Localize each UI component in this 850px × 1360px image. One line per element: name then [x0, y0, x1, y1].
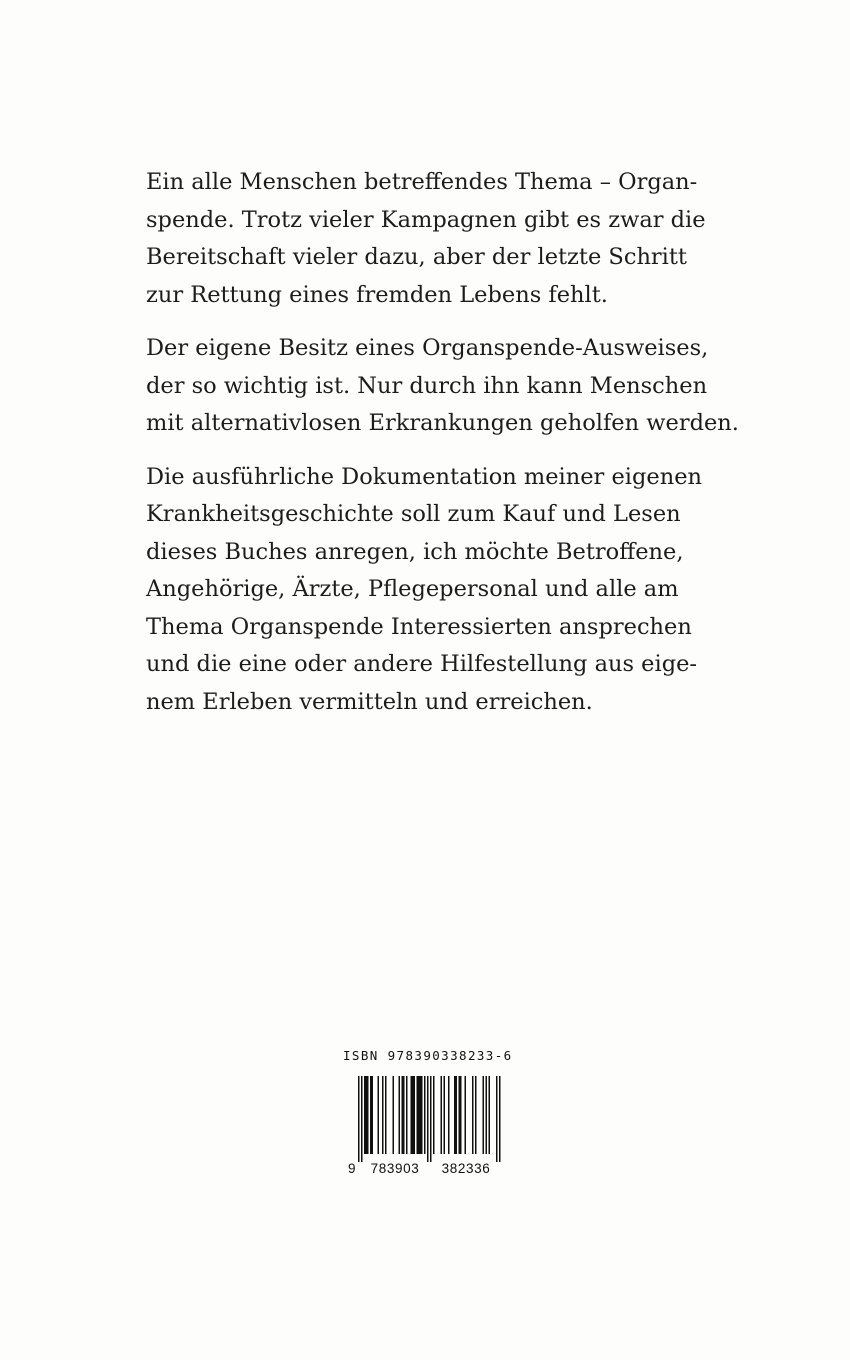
- barcode-guard-bar: [361, 1076, 363, 1162]
- barcode-bar: [417, 1076, 423, 1154]
- barcode-bar: [402, 1076, 405, 1154]
- blurb-line: nem Erleben vermitteln und erreichen.: [146, 688, 593, 715]
- blurb-line: Krankheitsgeschichte soll zum Kauf und Lesen: [146, 501, 681, 527]
- blurb-line: Bereitschaft vieler dazu, aber der letzte Schritt: [146, 244, 687, 270]
- barcode-bar: [364, 1076, 369, 1154]
- blurb-line: dieses Buches anregen, ich möchte Betroffene,: [146, 538, 684, 565]
- blurb-line: Ein alle Menschen betreffendes Thema – Organ-: [146, 169, 698, 195]
- barcode-bar: [406, 1076, 408, 1154]
- barcode-bar: [424, 1076, 426, 1154]
- ean13-barcode-icon: [341, 1073, 509, 1177]
- barcode-bar: [393, 1076, 395, 1154]
- blurb-line: zur Rettung eines fremden Lebens fehlt.: [146, 281, 608, 308]
- isbn-barcode: [341, 1047, 513, 1177]
- blurb-line: Der eigene Besitz eines Organspende-Ausweises,: [146, 335, 709, 361]
- barcode-right-digits: 382336: [441, 1161, 491, 1176]
- barcode-guard-bar: [358, 1076, 360, 1162]
- barcode-bar: [378, 1076, 380, 1154]
- blurb-line: der so wichtig ist. Nur durch ihn kann Menschen: [146, 372, 708, 399]
- blurb-line: und die eine oder andere Hilfestellung aus eige-: [146, 651, 698, 677]
- barcode-left-digits: 783903: [370, 1161, 420, 1176]
- barcode-bar: [489, 1076, 491, 1154]
- barcode-bar: [385, 1076, 387, 1154]
- blurb-line: Angehörige, Ärzte, Pflegepersonal und alle am: [146, 576, 679, 602]
- barcode-bar: [433, 1076, 435, 1154]
- barcode-bar: [444, 1076, 446, 1154]
- barcode-bar: [459, 1076, 462, 1154]
- barcode-first-digit: 9: [348, 1161, 356, 1176]
- barcode-bar: [465, 1076, 467, 1154]
- barcode-guard-bar: [499, 1076, 501, 1162]
- barcode-bar: [472, 1076, 474, 1154]
- blurb-paragraph-2: [146, 330, 739, 443]
- barcode-bar: [370, 1076, 373, 1154]
- blurb-line: spende. Trotz vieler Kampagnen gibt es zwar die: [146, 206, 706, 233]
- barcode-bar: [486, 1076, 488, 1154]
- barcode-bar: [475, 1076, 477, 1154]
- barcode-guard-bar: [427, 1076, 429, 1162]
- blurb-line: Die ausführliche Dokumentation meiner eigenen: [146, 463, 702, 490]
- blurb-text: [146, 164, 739, 737]
- barcode-bar: [399, 1076, 401, 1154]
- barcode-guard-bar: [430, 1076, 432, 1162]
- barcode-bar: [382, 1076, 384, 1154]
- blurb-line: mit alternativlosen Erkrankungen geholfen werden.: [146, 410, 739, 436]
- isbn-label: ISBN 978390338233-6: [343, 1048, 513, 1063]
- blurb-paragraph-1: [146, 164, 712, 314]
- barcode-bar: [448, 1076, 450, 1154]
- barcode-bar: [441, 1076, 443, 1154]
- blurb-line: Thema Organspende Interessierten ansprechen: [146, 613, 692, 640]
- barcode-bars: [358, 1076, 501, 1162]
- barcode-guard-bar: [496, 1076, 498, 1162]
- barcode-bar: [483, 1076, 485, 1154]
- barcode-bar: [454, 1076, 457, 1154]
- blurb-paragraph-3: [146, 459, 712, 722]
- barcode-bar: [411, 1076, 416, 1154]
